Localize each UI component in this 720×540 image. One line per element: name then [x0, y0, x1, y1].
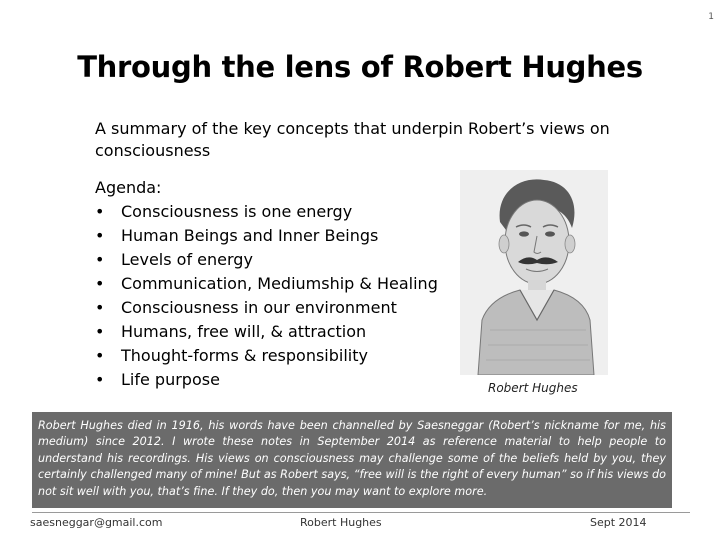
bullet: •: [95, 250, 105, 269]
footer-date: Sept 2014: [590, 516, 647, 529]
page-title: Through the lens of Robert Hughes: [77, 50, 643, 84]
bullet: •: [95, 298, 105, 317]
note-box: Robert Hughes died in 1916, his words have been channelled by Saesneggar (Robert’s nickname for me, his medium) since 2012. I wrote these notes in September 2014 as reference material to help people to understand his recordings. His views on consciousness may challenge some of the beliefs held by you, they certainly challenged many of mine! But as Robert says, “free will is the right of every human” so if his views do not sit well with you, that’s fine. If they do, then you may want to explore more.: [32, 412, 672, 508]
portrait-caption: Robert Hughes: [488, 381, 578, 395]
agenda-item-label: Levels of energy: [121, 250, 253, 269]
agenda-item: [95, 248, 465, 272]
agenda-item: [95, 200, 465, 224]
agenda-item: [95, 224, 465, 248]
agenda-item-label: Communication, Mediumship & Healing: [121, 274, 438, 293]
agenda-item-label: Human Beings and Inner Beings: [121, 226, 379, 245]
subtitle: A summary of the key concepts that underpin Robert’s views on consciousness: [95, 119, 610, 160]
agenda-item: [95, 344, 465, 368]
agenda-list: [95, 200, 465, 392]
bullet: •: [95, 274, 105, 293]
portrait-drawing: [460, 170, 608, 375]
footer-name: Robert Hughes: [300, 516, 382, 529]
footer-email: saesneggar@gmail.com: [30, 516, 163, 529]
agenda-item-label: Life purpose: [121, 370, 220, 389]
agenda-item-label: Consciousness in our environment: [121, 298, 397, 317]
bullet: •: [95, 370, 105, 389]
footer-divider: [32, 512, 690, 513]
bullet: •: [95, 322, 105, 341]
agenda-item: [95, 296, 465, 320]
portrait-sketch: [460, 170, 608, 375]
agenda-heading: Agenda:: [95, 178, 162, 197]
agenda-item: [95, 320, 465, 344]
page-number: 1: [708, 12, 714, 22]
agenda-item: [95, 272, 465, 296]
agenda: [95, 176, 465, 392]
agenda-item-label: Thought-forms & responsibility: [121, 346, 368, 365]
bullet: •: [95, 202, 105, 221]
agenda-item-label: Consciousness is one energy: [121, 202, 353, 221]
agenda-item-label: Humans, free will, & attraction: [121, 322, 367, 341]
bullet: •: [95, 346, 105, 365]
agenda-item: [95, 368, 465, 392]
bullet: •: [95, 226, 105, 245]
